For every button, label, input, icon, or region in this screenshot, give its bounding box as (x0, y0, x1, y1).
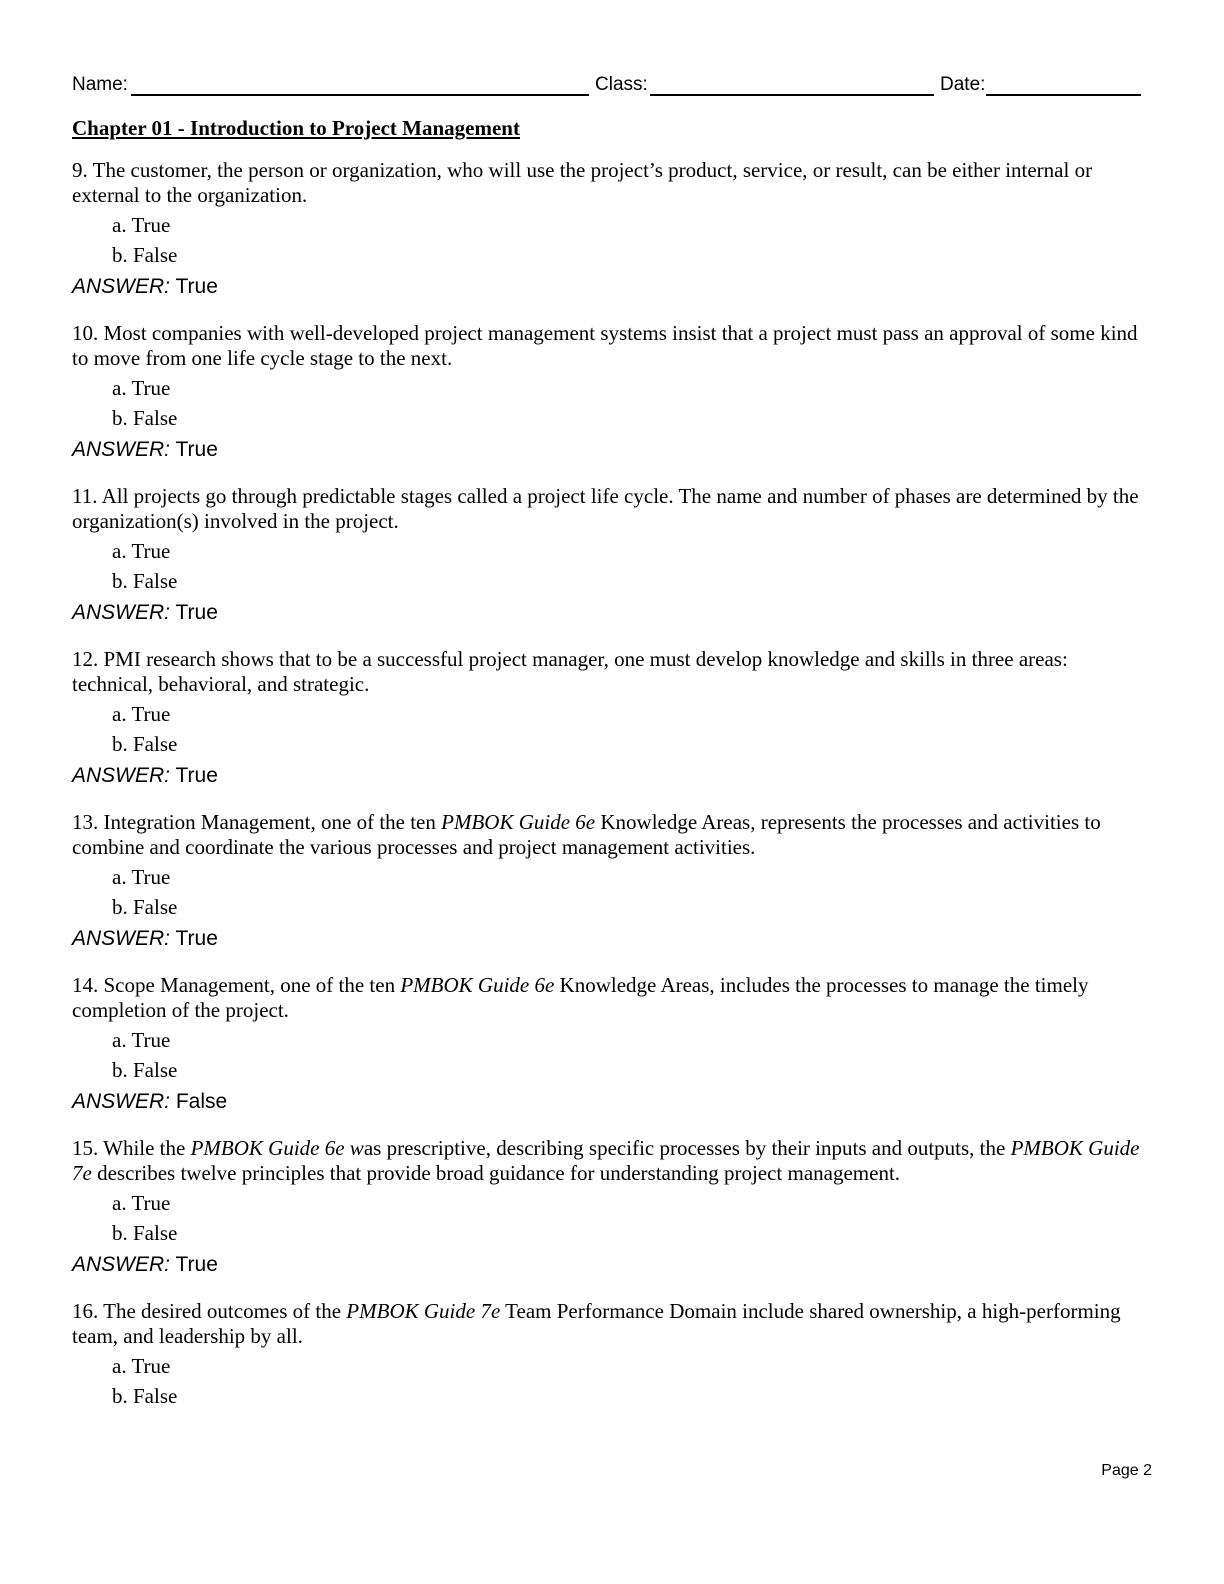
answer-label: ANSWER: (72, 1253, 171, 1276)
question-text (72, 1136, 1152, 1186)
answer-option: a. True (112, 213, 171, 237)
answer-label: ANSWER: (72, 764, 171, 787)
question-text (72, 1299, 1152, 1349)
question-text-segment: The customer, the person or organization, who will use the project’s product, service, or result, can be either internal or external to the organization. (72, 158, 1093, 207)
question-text-segment: All projects go through predictable stages called a project life cycle. The name and number of phases are determined by the organization(s) involved in the project. (72, 484, 1139, 533)
answer-option: a. True (112, 376, 171, 400)
answer-option: b. False (112, 895, 178, 919)
question-item (72, 321, 1152, 462)
question-text-segment: as prescriptive, describing specific processes by their inputs and outputs, the (363, 1136, 1011, 1160)
answer-option: a. True (112, 1191, 171, 1215)
question-text-segment: The desired outcomes of the (103, 1299, 347, 1323)
name-blank-line (131, 94, 589, 96)
question-text (72, 810, 1152, 860)
question-item (72, 647, 1152, 788)
answer-option: b. False (112, 243, 178, 267)
class-label: Class: (595, 74, 648, 95)
answer-option: b. False (112, 1384, 178, 1408)
question-text-segment: Integration Management, one of the ten (103, 810, 442, 834)
answer-option: b. False (112, 732, 178, 756)
answer-value: True (175, 927, 218, 950)
answer-option: a. True (112, 539, 171, 563)
answer-line (72, 763, 1152, 788)
question-list (72, 158, 1152, 1431)
question-text-segment: Team Performance Domain include shared ownership, a high-performing team, and leadership by all. (72, 1299, 1121, 1348)
question-number: 12. (72, 647, 99, 671)
answer-value: True (175, 1253, 218, 1276)
question-text (72, 321, 1152, 371)
question-text-segment: Scope Management, one of the ten (103, 973, 401, 997)
answer-option: a. True (112, 1354, 171, 1378)
question-text-segment: describes twelve principles that provide broad guidance for understanding project management. (91, 1161, 901, 1185)
class-blank-line (650, 94, 934, 96)
answer-label: ANSWER: (72, 438, 171, 461)
question-item (72, 810, 1152, 951)
question-number: 11. (72, 484, 98, 508)
question-text-italic: PMBOK Guide 6e w (190, 1136, 364, 1160)
answer-value: False (175, 1090, 228, 1113)
answer-line (72, 1252, 1152, 1277)
date-label: Date: (940, 74, 986, 95)
question-item (72, 973, 1152, 1114)
answer-label: ANSWER: (72, 275, 171, 298)
question-item (72, 1136, 1152, 1277)
question-text-segment: While the (103, 1136, 191, 1160)
question-number: 14. (72, 973, 99, 997)
question-text-italic: PMBOK Guide 7e (72, 1136, 1140, 1185)
answer-value: True (175, 275, 218, 298)
chapter-title: Chapter 01 - Introduction to Project Management (72, 116, 520, 140)
question-text-segment: PMI research shows that to be a successful project manager, one must develop knowledge and skills in three areas: technical, behavioral, and strategic. (72, 647, 1068, 696)
question-number: 9. (72, 158, 88, 182)
answer-line (72, 1089, 1152, 1114)
answer-value: True (175, 764, 218, 787)
answer-value: True (175, 438, 218, 461)
question-text-segment: Knowledge Areas, represents the processes and activities to combine and coordinate the various processes and project management activities. (72, 810, 1101, 859)
question-item (72, 158, 1152, 299)
answer-option: b. False (112, 1221, 178, 1245)
question-text (72, 484, 1152, 534)
question-number: 13. (72, 810, 99, 834)
question-text-italic: PMBOK Guide 6e (400, 973, 555, 997)
answer-line (72, 600, 1152, 625)
question-text-italic: PMBOK Guide 6e (441, 810, 596, 834)
answer-option: b. False (112, 1058, 178, 1082)
answer-option: a. True (112, 1028, 171, 1052)
answer-option: b. False (112, 569, 178, 593)
question-item (72, 484, 1152, 625)
answer-value: True (175, 601, 218, 624)
answer-line (72, 437, 1152, 462)
question-text-segment: Most companies with well-developed project management systems insist that a project must pass an approval of some kind to move from one life cycle stage to the next. (72, 321, 1138, 370)
answer-label: ANSWER: (72, 927, 171, 950)
answer-line (72, 926, 1152, 951)
answer-option: a. True (112, 865, 171, 889)
name-label: Name: (72, 74, 128, 95)
question-text-italic: PMBOK Guide 7e (346, 1299, 501, 1323)
question-item (72, 1299, 1152, 1409)
question-text-segment: Knowledge Areas, includes the processes to manage the timely completion of the project. (72, 973, 1089, 1022)
question-text (72, 158, 1152, 208)
question-text (72, 647, 1152, 697)
question-text (72, 973, 1152, 1023)
answer-option: b. False (112, 406, 178, 430)
answer-line (72, 274, 1152, 299)
question-number: 15. (72, 1136, 99, 1160)
question-number: 16. (72, 1299, 99, 1323)
answer-option: a. True (112, 702, 171, 726)
answer-label: ANSWER: (72, 1090, 171, 1113)
question-number: 10. (72, 321, 99, 345)
date-blank-line (986, 94, 1141, 96)
page-number: Page 2 (1101, 1462, 1152, 1479)
answer-label: ANSWER: (72, 601, 171, 624)
